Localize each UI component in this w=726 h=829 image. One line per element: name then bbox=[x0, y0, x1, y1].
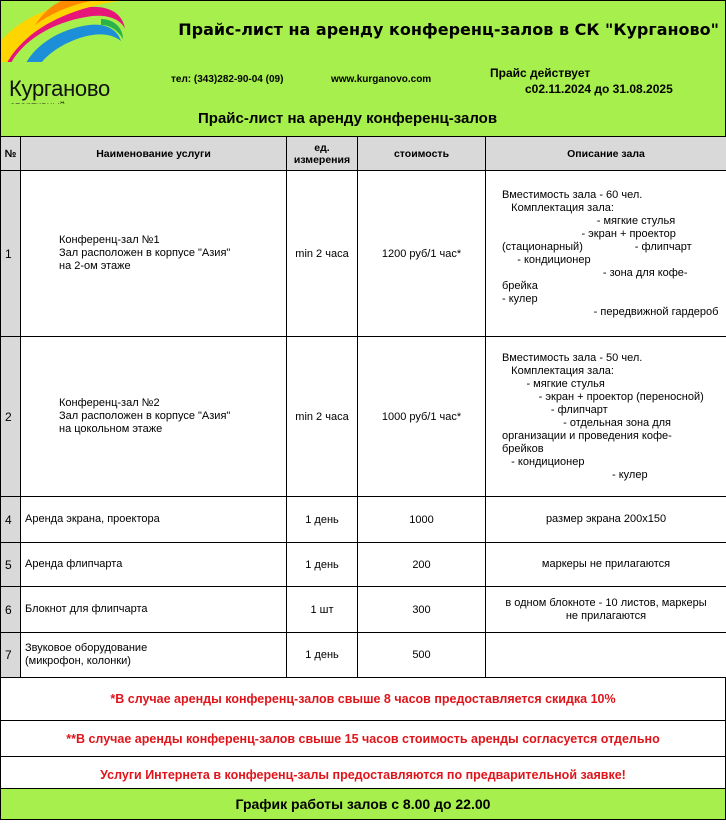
unit-cell: min 2 часа bbox=[287, 337, 358, 497]
swirl-logo-icon bbox=[1, 1, 131, 63]
phone-number: тел: (343)282-90-04 (09) bbox=[171, 74, 284, 85]
validity-dates: с02.11.2024 до 31.08.2025 bbox=[525, 82, 673, 96]
service-name: Блокнот для флипчарта bbox=[21, 587, 287, 633]
description-cell bbox=[486, 587, 726, 633]
desc-line: - кондиционер bbox=[502, 455, 585, 468]
internet-note: Услуги Интернета в конференц-залы предоставляются по предварительной заявке! bbox=[1, 757, 725, 793]
service-name bbox=[21, 337, 287, 497]
table-row bbox=[1, 543, 726, 587]
row-number: 2 bbox=[1, 337, 21, 497]
desc-line: в одном блокноте - 10 листов, маркеры bbox=[505, 597, 707, 609]
validity-label: Прайс действует bbox=[490, 66, 591, 80]
subtitle-bar bbox=[0, 104, 726, 136]
row-number: 5 bbox=[1, 543, 21, 587]
row-number: 4 bbox=[1, 497, 21, 543]
table-row bbox=[1, 587, 726, 633]
header-service: Наименование услуги bbox=[21, 137, 287, 171]
title-bar bbox=[0, 0, 726, 62]
desc-line: брейков bbox=[502, 442, 544, 455]
header-desc: Описание зала bbox=[486, 137, 726, 171]
desc-line: - отдельная зона для bbox=[502, 416, 671, 429]
description-cell: размер экрана 200х150 bbox=[486, 497, 726, 543]
description-cell: маркеры не прилагаются bbox=[486, 543, 726, 587]
desc-line: - мягкие стулья bbox=[502, 377, 605, 390]
desc-line: брейка bbox=[502, 279, 538, 292]
long-rental-note: **В случае аренды конференц-залов свыше 15 часов стоимость аренды согласуется отдельно bbox=[1, 721, 725, 757]
section-title: Прайс-лист на аренду конференц-залов bbox=[198, 110, 498, 127]
cost-cell: 200 bbox=[358, 543, 486, 587]
desc-line: - кондиционер bbox=[502, 253, 591, 266]
cost-cell: 1000 bbox=[358, 497, 486, 543]
table-row bbox=[1, 171, 726, 337]
unit-cell: 1 шт bbox=[287, 587, 358, 633]
desc-line: Комплектация зала: bbox=[502, 364, 614, 377]
service-name-line: (микрофон, колонки) bbox=[25, 655, 131, 667]
header-unit: ед. измерения bbox=[287, 137, 358, 171]
desc-line: не прилагаются bbox=[565, 610, 647, 622]
cost-cell: 300 bbox=[358, 587, 486, 633]
table-row bbox=[1, 633, 726, 678]
cost-cell: 1000 руб/1 час* bbox=[358, 337, 486, 497]
table-row bbox=[1, 337, 726, 497]
unit-cell: 1 день bbox=[287, 633, 358, 678]
website-link[interactable]: www.kurganovo.com bbox=[331, 74, 432, 85]
table-row bbox=[1, 497, 726, 543]
service-name-line: Зал расположен в корпусе "Азия" bbox=[59, 247, 231, 259]
cost-cell: 500 bbox=[358, 633, 486, 678]
service-name-line: Конференц-зал №1 bbox=[59, 234, 160, 246]
desc-line: - флипчарт bbox=[502, 403, 608, 416]
desc-line: Вместимость зала - 60 чел. bbox=[502, 188, 643, 201]
desc-line: Вместимость зала - 50 чел. bbox=[502, 351, 643, 364]
desc-line: - передвижной гардероб bbox=[502, 305, 719, 318]
table-header-row bbox=[1, 137, 726, 171]
brand-logo-text: Курганово bbox=[9, 76, 110, 101]
row-number: 7 bbox=[1, 633, 21, 678]
row-number: 1 bbox=[1, 171, 21, 337]
service-name-line: на 2-ом этаже bbox=[59, 260, 131, 272]
description-cell bbox=[486, 337, 726, 497]
unit-cell: 1 день bbox=[287, 543, 358, 587]
desc-line: - экран + проектор bbox=[502, 227, 676, 240]
discount-note: *В случае аренды конференц-залов свыше 8 часов предоставляется скидка 10% bbox=[1, 677, 725, 721]
description-cell bbox=[486, 633, 726, 678]
cost-cell: 1200 руб/1 час* bbox=[358, 171, 486, 337]
price-table bbox=[0, 136, 726, 678]
row-number: 6 bbox=[1, 587, 21, 633]
unit-cell: min 2 часа bbox=[287, 171, 358, 337]
service-name: Аренда флипчарта bbox=[21, 543, 287, 587]
service-name-line: Конференц-зал №2 bbox=[59, 397, 160, 409]
service-name-line: на цокольном этаже bbox=[59, 423, 163, 435]
service-name-line: Зал расположен в корпусе "Азия" bbox=[59, 410, 231, 422]
desc-line: (стационарный) - флипчарт bbox=[502, 240, 692, 253]
unit-cell: 1 день bbox=[287, 497, 358, 543]
service-name bbox=[21, 633, 287, 678]
contact-bar bbox=[0, 62, 726, 104]
desc-line: - мягкие стулья bbox=[502, 214, 676, 227]
description-cell bbox=[486, 171, 726, 337]
desc-line: - кулер bbox=[502, 292, 538, 305]
service-name bbox=[21, 171, 287, 337]
notes-section bbox=[0, 677, 726, 793]
service-name-line: Звуковое оборудование bbox=[25, 642, 148, 654]
desc-line: Комплектация зала: bbox=[502, 201, 614, 214]
desc-line: - кулер bbox=[502, 468, 648, 481]
service-name: Аренда экрана, проектора bbox=[21, 497, 287, 543]
header-num: № bbox=[1, 137, 21, 171]
working-hours-footer: График работы залов с 8.00 до 22.00 bbox=[0, 788, 726, 820]
desc-line: - экран + проектор (переносной) bbox=[502, 390, 704, 403]
header-cost: стоимость bbox=[358, 137, 486, 171]
desc-line: организации и проведения кофе- bbox=[502, 429, 672, 442]
page-title: Прайс-лист на аренду конференц-залов в СК "Курганово" bbox=[178, 20, 719, 39]
desc-line: - зона для кофе- bbox=[502, 266, 688, 279]
